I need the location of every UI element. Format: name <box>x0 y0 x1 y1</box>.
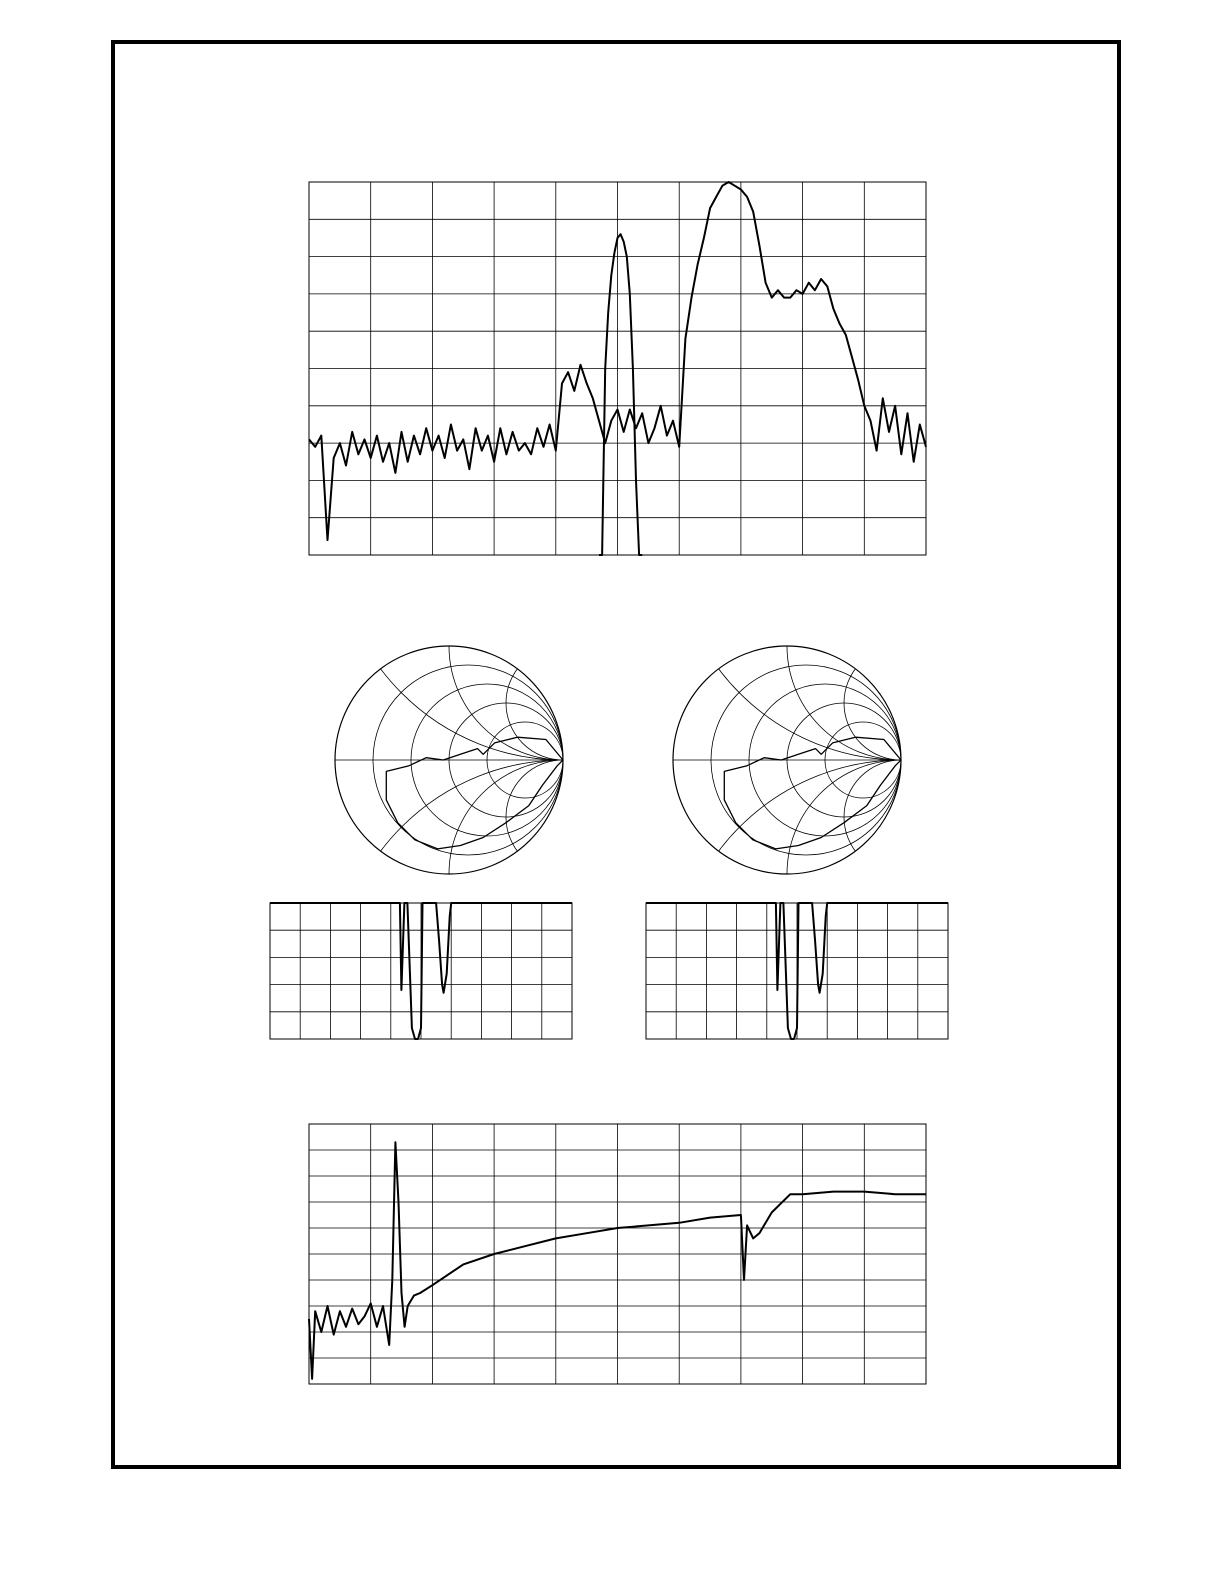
broadband-response-chart <box>309 1124 926 1384</box>
spectrum-chart <box>309 182 926 555</box>
return-loss-chart-right <box>646 903 948 1039</box>
smith-chart-left <box>335 646 563 874</box>
smith-chart-right <box>673 646 901 874</box>
return-loss-chart-left <box>270 903 572 1039</box>
series-line-2 <box>599 234 642 555</box>
footer-text <box>0 1560 600 1585</box>
